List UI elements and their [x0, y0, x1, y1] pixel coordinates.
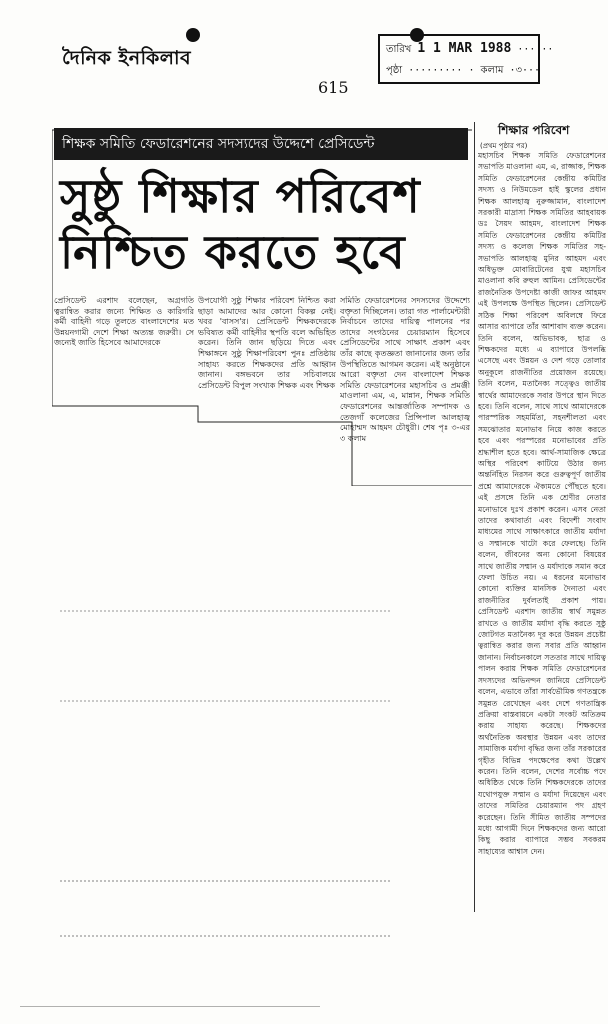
continuation-text: মহাসচিব শিক্ষক সমিতি ফেডারেশনের সভাপতি মাওলানা এম, এ, রাজ্জাক, শিক্ষক সমিতি ফেডারেশনের কেন্দ্রীয় কমিটির সদস্য ও নিউমডেল হাই স্কুলের প্রধান শিক্ষক আলহাজ্ব নুরুজ্জামান, বাংলাদেশ সরকারী মাদ্রাসা শিক্ষক সমিতির আহবায়ক ডঃ সৈয়দ আহমদ, বাংলাদেশ শিক্ষক সমিতি ফেডারেশনের কেন্দ্রীয় কমিটির সদস্য ও কলেজ শিক্ষক সমিতির সহ-সভাপতি আলহাজ্ব মুনির আহমদ এবং অধিভুক্ত মোবারিটেনের যুগ্ম মহাসচিব মাওলানা কবি রুহুল আমিন। প্রেসিডেন্টের রাজনৈতিক উপদেষ্টা কাজী জাফর আহমদ এই উপলক্ষে উপস্থিত ছিলেন। প্রেসিডেন্ট সঠিক শিক্ষা পরিবেশ অবিলম্বে ফিরে আসার ব্যাপারে তাঁর আশাবাদ ব্যক্ত করেন। তিনি বলেন, অভিভাবক, ছাত্র ও শিক্ষকদের মধ্যে এ ব্যাপারে উপলব্ধি এসেছে এবং উন্নয়ন ও দেশ গড়ে তোলার অনুকূলে রাজনীতির প্রয়োজন রয়েছে। তিনি বলেন, মতানৈক্য সত্ত্বেও জাতীয় স্বার্থের আমাদেরকে সবার উপরে স্থান দিতে হবে। তিনি বলেন, সাথে সাথে আমাদেরকে পারস্পরিক সহমর্মিতা, সহনশীলতা এবং সমঝোতার মনোভাব নিয়ে কাজ করতে হবে এবং পরস্পরের মনোভাবের প্রতি শ্রদ্ধাশীল হতে হবে। আর্থ-সামাজিক ক্ষেত্রে অস্থির পরিবেশ কাটিয়ে উঠার জন্য অন্তর্নিহিত নিরসন করে গুরুত্বপূর্ণ জাতীয় প্রশ্নে আমাদেরকে ঐক্যমতে পৌঁছতে হবে। এই প্রসঙ্গে তিনি এক শ্রেণীর নেতার মনোভাবে দুঃখ প্রকাশ করেন। এসব নেতা তাদের কথাবার্তা এবং বিদেশী সংবাদ মাধ্যমের সাথে সাক্ষাৎকারে জাতীয় মর্যাদা ও সম্মানকে খাটো করে ফেলছে। তিনি বলেন, জীবনের অন্য কোনো বিষয়ের সাথে জাতীয় সম্মান ও মর্যাদাকে সমান করে ফেলা উচিত নয়। এ ধরনের মনোভাব কোনো ব্যক্তির মানসিক দৈন্যতা এবং রাজনীতির দুর্বলতাই প্রকাশ পায়। প্রেসিডেন্ট এরশাদ জাতীয় স্বার্থ সমুন্নত রাখতে ও জাতীয় মর্যাদা বৃদ্ধি করতে সুষ্ঠু জোটগত মতানৈক্য দূর করে উন্নয়ন প্রচেষ্টা ত্বরান্বিত করার জন্য সবার প্রতি আহ্বান জানান। নির্বাচনকালে সততার সাথে দায়িত্ব পালন করায় শিক্ষক সমিতি ফেডারেশনের সদস্যদের অভিনন্দন জানিয়ে প্রেসিডেন্ট বলেন, এভাবে তাঁরা সার্বভৌমিক গণতন্ত্রকে সমুন্নত রেখেছেন এবং দেশে গণতান্ত্রিক প্রক্রিয়া বাস্তবায়নে একটা সংকট অতিক্রম করায় সাহায্য করেছে। শিক্ষকদের অর্থনৈতিক অবস্থার উন্নয়ন এবং তাদের সামাজিক মর্যাদা বৃদ্ধির জন্য তাঁর সরকারের গৃহীত বিভিন্ন পদক্ষেপের কথা উল্লেখ করেন। তিনি বলেন, দেশের সর্বোচ্চ পদে অধিষ্ঠিত থেকে তিনি শিক্ষকদেরকে তাদের যথোপযুক্ত সম্মান ও মর্যাদা দিয়েছেন এবং তাদের সমিতির চেয়ারম্যান পদ গ্রহণ করেছেন। তিনি সীমিত জাতীয় সম্পদের মধ্যে আগামী দিনে শিক্ষকদের জন্য আরো কিছু করার ব্যাপারে সম্ভব সবকরম সাহায্যের আশ্বাস দেন।	[478, 151, 606, 856]
stamp-page-label: পৃষ্ঠা	[386, 65, 403, 76]
scan-noise-line	[60, 935, 390, 939]
stamp-date-value: 1 1 MAR 1988	[417, 41, 512, 56]
stamp-column-label: কলাম	[480, 65, 504, 76]
stamp-dash: ··· ··	[517, 44, 554, 55]
column-2-text: উপযোগী সুষ্ঠু শিক্ষার পরিবেশ নিশ্চিত করা ছাড়া আমাদের আর কোনো বিকল্প নেই। খবর 'বাসস'র। প্রেসিডেন্ট শিক্ষকদেরকে ভবিষ্যত কর্মী বাহিনীর স্থপতি বলে অভিহিত করেন। তিনি জান ছড়িয়ে দিতে এবং শিক্ষাঙ্গনে সুষ্ঠু শিক্ষাপরিবেশ পুনঃ প্রতিষ্ঠায় সাহায্য করতে শিক্ষকদের প্রতি আহ্বান জানান। বঙ্গভবনে তার সচিবালয়ে প্রেসিডেন্ট বিপুল সংখ্যক শিক্ষক এবং শিক্ষক	[198, 296, 336, 390]
page-number: 615	[318, 78, 349, 97]
column-3-text: সমিতি ফেডারেশনের সদস্যদের উদ্দেশ্যে বক্তৃতা দিচ্ছিলেন। তারা গত পার্লামেন্টারী নির্বাচনে তাদের দায়িত্ব পালনের পর তাদের সংগঠনের চেয়ারম্যান হিসেবে প্রেসিডেন্টের সাথে সাক্ষাৎ প্রকাশ এবং তাঁর কাছে কৃতজ্ঞতা জানানোর জন্য তাঁর উপস্থিতিতে আগমন করেন। এই অনুষ্ঠানে আরো বক্তৃতা দেন বাংলাদেশ শিক্ষক সমিতি ফেডারেশনের মহাসচিব ও প্রমঞ্জী মাওলানা এম, এ, মান্নান, শিক্ষক সমিতি ফেডারেশনের আন্তর্জাতিক সম্পাদক ও তেজগাঁ কলেজের প্রিন্সিপাল আলহাজ্ব মোহাম্মদ আহমদ চৌধুরী। শেষ পৃঃ ৩-এর ৩ কলাম	[340, 296, 470, 443]
newspaper-name: দৈনিক ইনকিলাব	[62, 47, 192, 69]
punch-hole-left	[186, 28, 200, 42]
scan-noise-line	[60, 610, 390, 614]
article-column-2	[198, 296, 336, 420]
date-stamp	[378, 34, 554, 84]
headline-line-2: নিশ্চিত করতে হবে	[60, 225, 406, 279]
article-kicker: শিক্ষক সমিতি ফেডারেশনের সদস্যদের উদ্দেশে প্রেসিডেন্ট	[54, 128, 468, 160]
scan-noise-line	[60, 880, 390, 884]
stamp-date-label: তারিখ	[386, 44, 412, 55]
continuation-subtitle: (প্রথম পৃষ্ঠার পর)	[480, 142, 528, 150]
article-column-1	[54, 296, 194, 388]
article-headline	[60, 168, 470, 280]
scan-noise-line	[60, 700, 390, 704]
bottom-edge-noise	[20, 1006, 320, 1007]
article-column-3	[340, 296, 470, 482]
continuation-title: শিক্ষার পরিবেশ	[498, 123, 570, 137]
stamp-dots: ········· ·	[408, 65, 475, 76]
stamp-dots-2: ·৩···	[509, 65, 541, 76]
column-1-text: প্রেসিডেন্ট এরশাদ বলেছেন, অগ্রগতি ত্বরান্বিত করার জন্যে শিক্ষিত ও কারিগরি কর্মী বাহিনী গড়ে তুলতে বাংলাদেশের মত উন্নয়নগামী দেশে শিক্ষা অত্যন্ত জরুরী। সে জন্যেই জাতি হিসেবে আমাদেরকে	[54, 296, 194, 348]
continuation-column	[478, 150, 606, 910]
headline-line-1: সুষ্ঠু শিক্ষার পরিবেশ	[60, 169, 421, 223]
